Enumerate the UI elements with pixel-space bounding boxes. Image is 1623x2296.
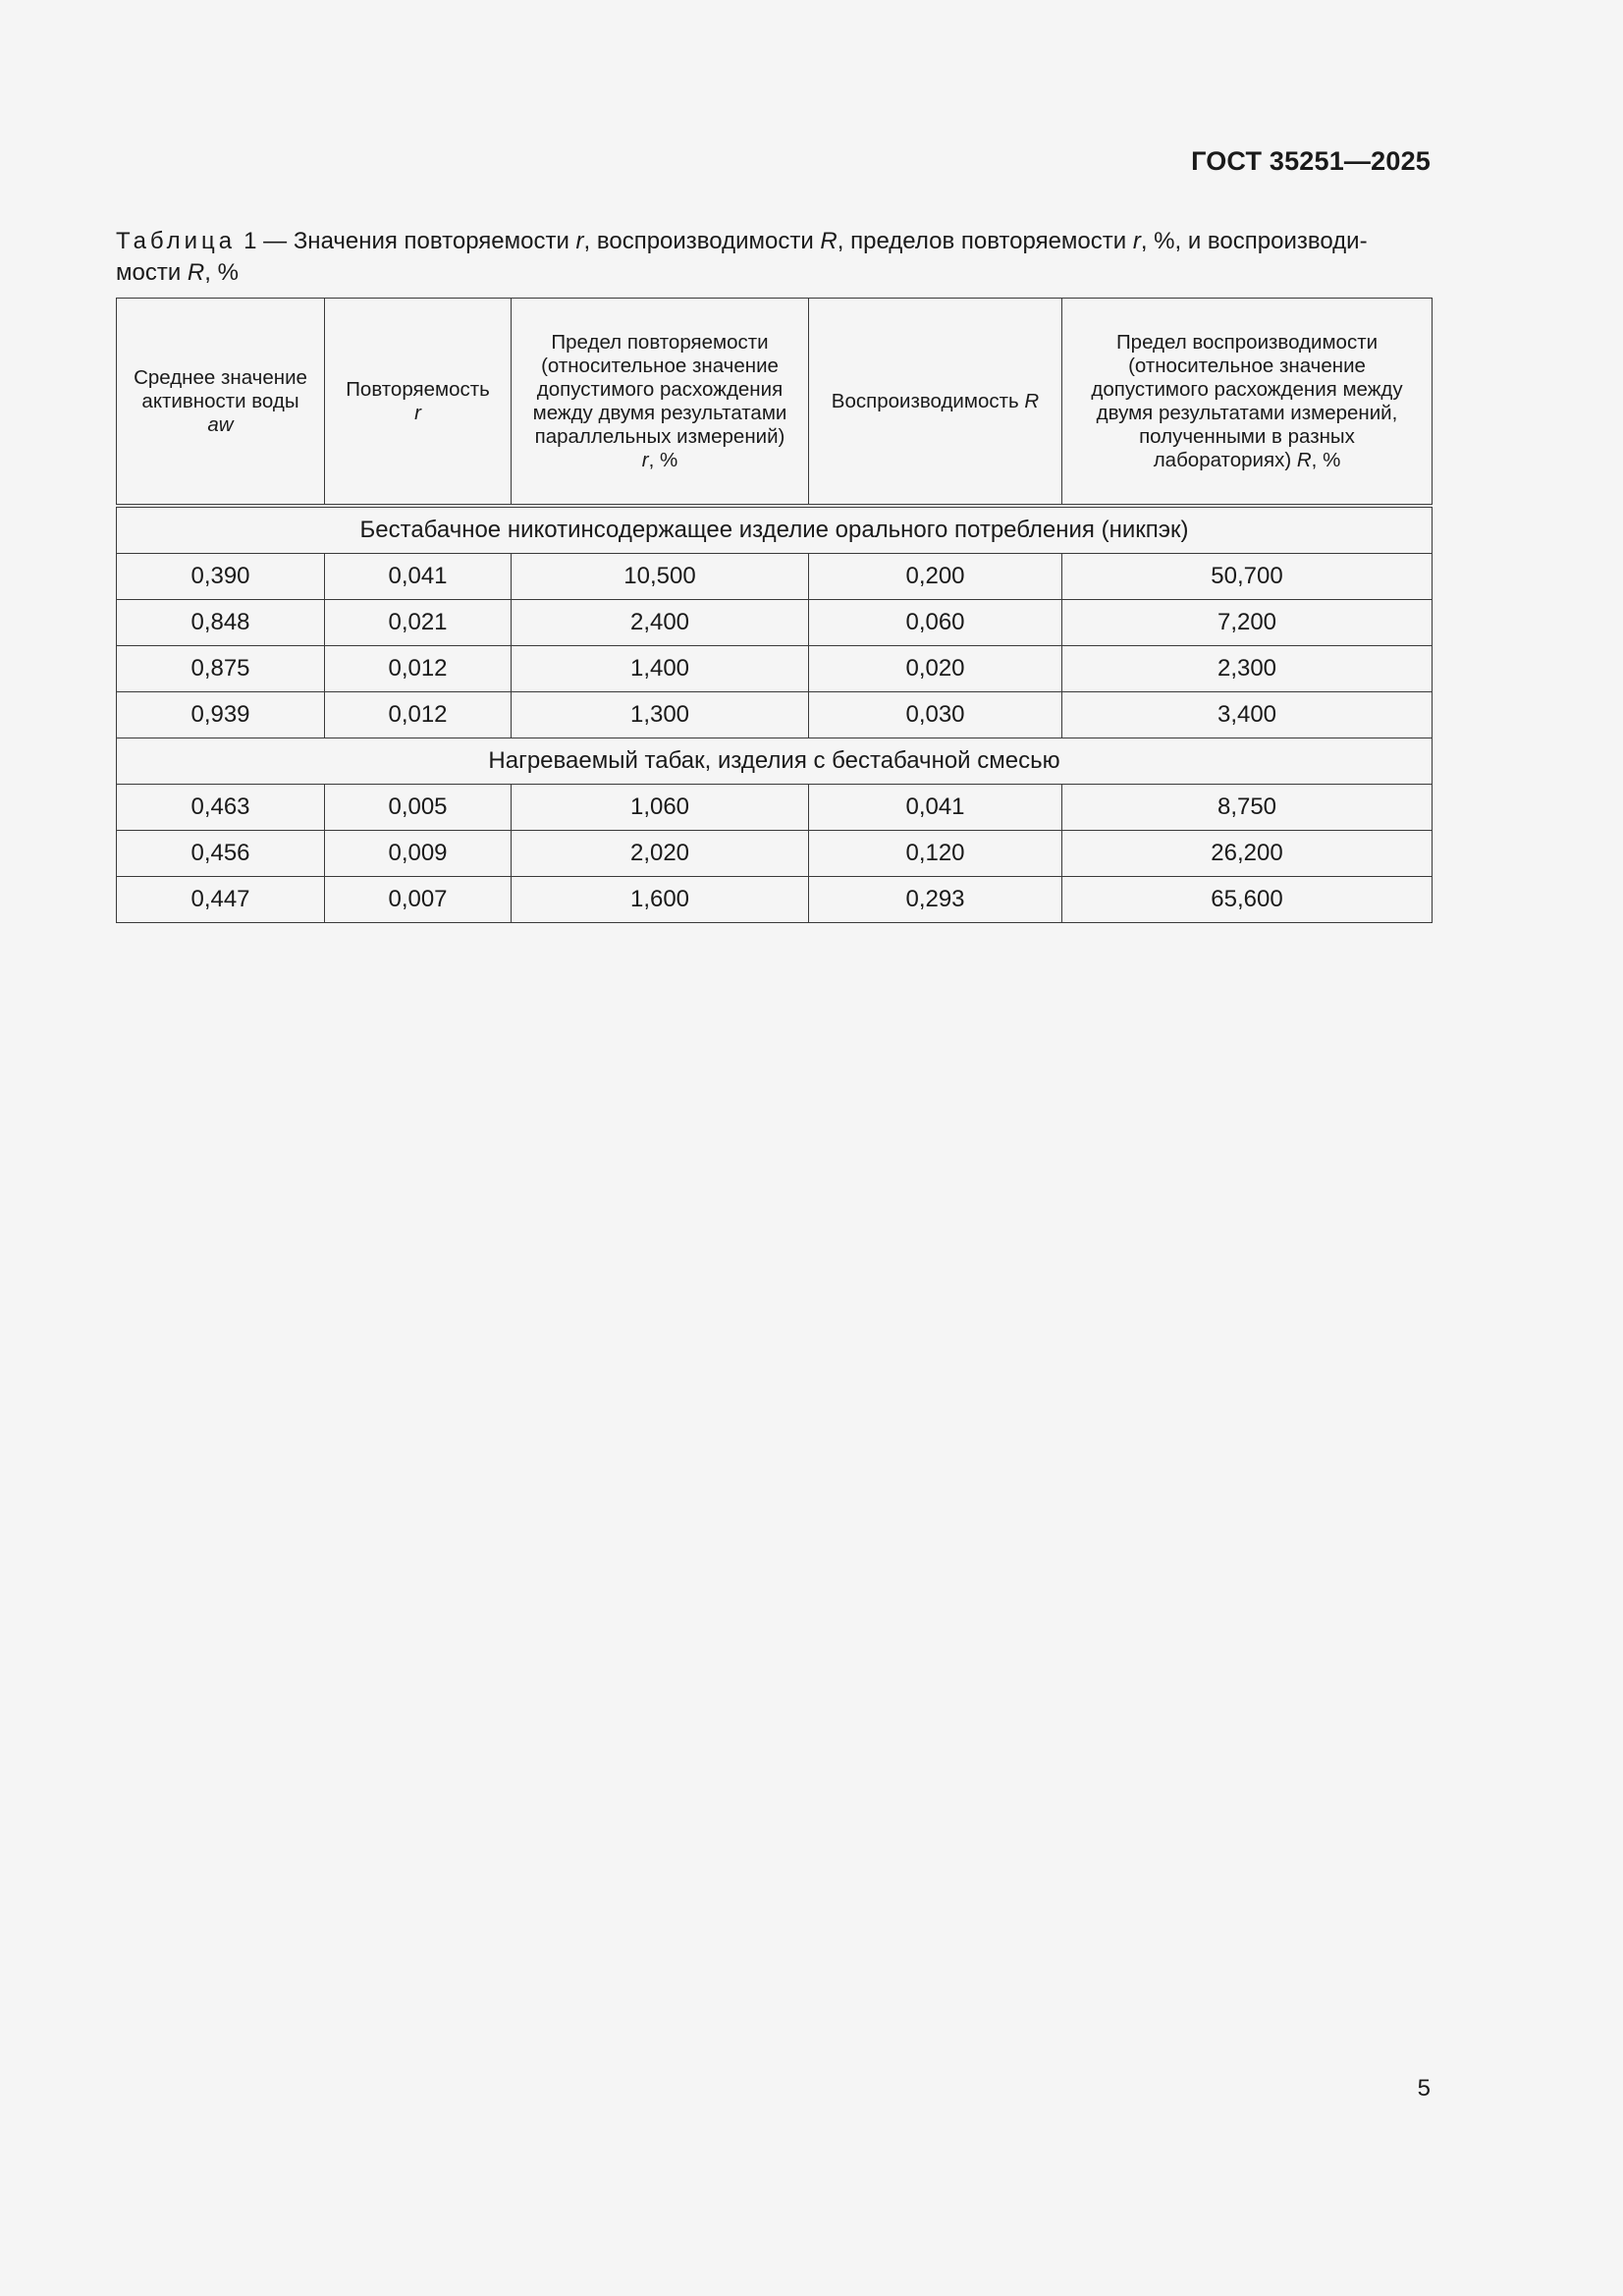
- cell-repeatability: 0,021: [325, 600, 512, 646]
- header-repeatability: Повторяемость r: [325, 299, 512, 507]
- table-row: [117, 692, 1433, 738]
- cell-water-activity: 0,390: [117, 554, 325, 600]
- header-symbol-r-limit: r: [641, 448, 649, 471]
- cell-repeatability: 0,041: [325, 554, 512, 600]
- header-symbol-aw: aw: [207, 412, 234, 436]
- cell-water-activity: 0,939: [117, 692, 325, 738]
- cell-repeatability: 0,012: [325, 692, 512, 738]
- caption-text-1: Значения повторяемости: [293, 228, 576, 254]
- cell-water-activity: 0,456: [117, 831, 325, 877]
- cell-reproducibility: 0,060: [809, 600, 1062, 646]
- caption-symbol-R: R: [820, 228, 838, 254]
- caption-text-3: , пределов повторяемости: [837, 228, 1133, 254]
- table-row: [117, 877, 1433, 923]
- cell-reproducibility: 0,020: [809, 646, 1062, 692]
- cell-reproducibility-limit: 50,700: [1062, 554, 1433, 600]
- group-title-nicpack: Бестабачное никотинсодержащее изделие орального потребления (никпэк): [117, 506, 1433, 554]
- cell-repeatability-limit: 10,500: [512, 554, 809, 600]
- cell-repeatability: 0,009: [325, 831, 512, 877]
- caption-text-4: , %, и воспроизводи-мости: [116, 228, 1368, 286]
- header-symbol-r: r: [414, 401, 421, 424]
- caption-symbol-r: r: [575, 228, 584, 254]
- group-row: [117, 506, 1433, 554]
- caption-number: 1: [243, 228, 257, 254]
- header-symbol-R: R: [1024, 389, 1040, 412]
- cell-reproducibility-limit: 2,300: [1062, 646, 1433, 692]
- cell-reproducibility-limit: 26,200: [1062, 831, 1433, 877]
- cell-reproducibility: 0,120: [809, 831, 1062, 877]
- cell-repeatability: 0,007: [325, 877, 512, 923]
- cell-reproducibility: 0,041: [809, 785, 1062, 831]
- table-row: [117, 831, 1433, 877]
- cell-reproducibility-limit: 3,400: [1062, 692, 1433, 738]
- caption-dash: —: [263, 228, 288, 254]
- cell-repeatability-limit: 2,020: [512, 831, 809, 877]
- cell-water-activity: 0,447: [117, 877, 325, 923]
- table-row: [117, 554, 1433, 600]
- table-header-row: [117, 299, 1433, 507]
- cell-water-activity: 0,848: [117, 600, 325, 646]
- header-symbol-R-limit: R: [1296, 448, 1312, 471]
- header-reproducibility-limit: Предел воспроизводимости (относительное значение допустимого расхождения между двумя результатами измерений, полученными в разных лабораториях) R, %: [1062, 299, 1433, 507]
- cell-repeatability: 0,005: [325, 785, 512, 831]
- header-water-activity: Среднее значение активности воды aw: [117, 299, 325, 507]
- group-row: [117, 738, 1433, 785]
- header-reproducibility: Воспроизводимость R: [809, 299, 1062, 507]
- cell-reproducibility-limit: 7,200: [1062, 600, 1433, 646]
- table-caption: [116, 226, 1432, 289]
- caption-symbol-R-limit: R: [187, 259, 205, 286]
- page-number: 5: [1417, 2075, 1431, 2102]
- cell-water-activity: 0,463: [117, 785, 325, 831]
- table-row: [117, 600, 1433, 646]
- cell-repeatability-limit: 1,300: [512, 692, 809, 738]
- group-title-heated-tobacco: Нагреваемый табак, изделия с бестабачной смесью: [117, 738, 1433, 785]
- cell-repeatability-limit: 1,400: [512, 646, 809, 692]
- cell-repeatability: 0,012: [325, 646, 512, 692]
- caption-text-5: , %: [204, 259, 239, 286]
- precision-table: [116, 298, 1433, 923]
- cell-water-activity: 0,875: [117, 646, 325, 692]
- header-repeatability-limit: Предел повторяемости (относительное значение допустимого расхождения между двумя результатами параллельных измерений) r, %: [512, 299, 809, 507]
- cell-repeatability-limit: 1,600: [512, 877, 809, 923]
- cell-reproducibility: 0,200: [809, 554, 1062, 600]
- cell-repeatability-limit: 1,060: [512, 785, 809, 831]
- caption-label: Таблица: [116, 228, 237, 254]
- cell-reproducibility-limit: 8,750: [1062, 785, 1433, 831]
- cell-reproducibility-limit: 65,600: [1062, 877, 1433, 923]
- caption-symbol-r-limit: r: [1132, 228, 1141, 254]
- table-row: [117, 785, 1433, 831]
- cell-reproducibility: 0,030: [809, 692, 1062, 738]
- cell-repeatability-limit: 2,400: [512, 600, 809, 646]
- table-row: [117, 646, 1433, 692]
- cell-reproducibility: 0,293: [809, 877, 1062, 923]
- document-code: ГОСТ 35251—2025: [1191, 146, 1431, 176]
- caption-text-2: , воспроизводимости: [583, 228, 821, 254]
